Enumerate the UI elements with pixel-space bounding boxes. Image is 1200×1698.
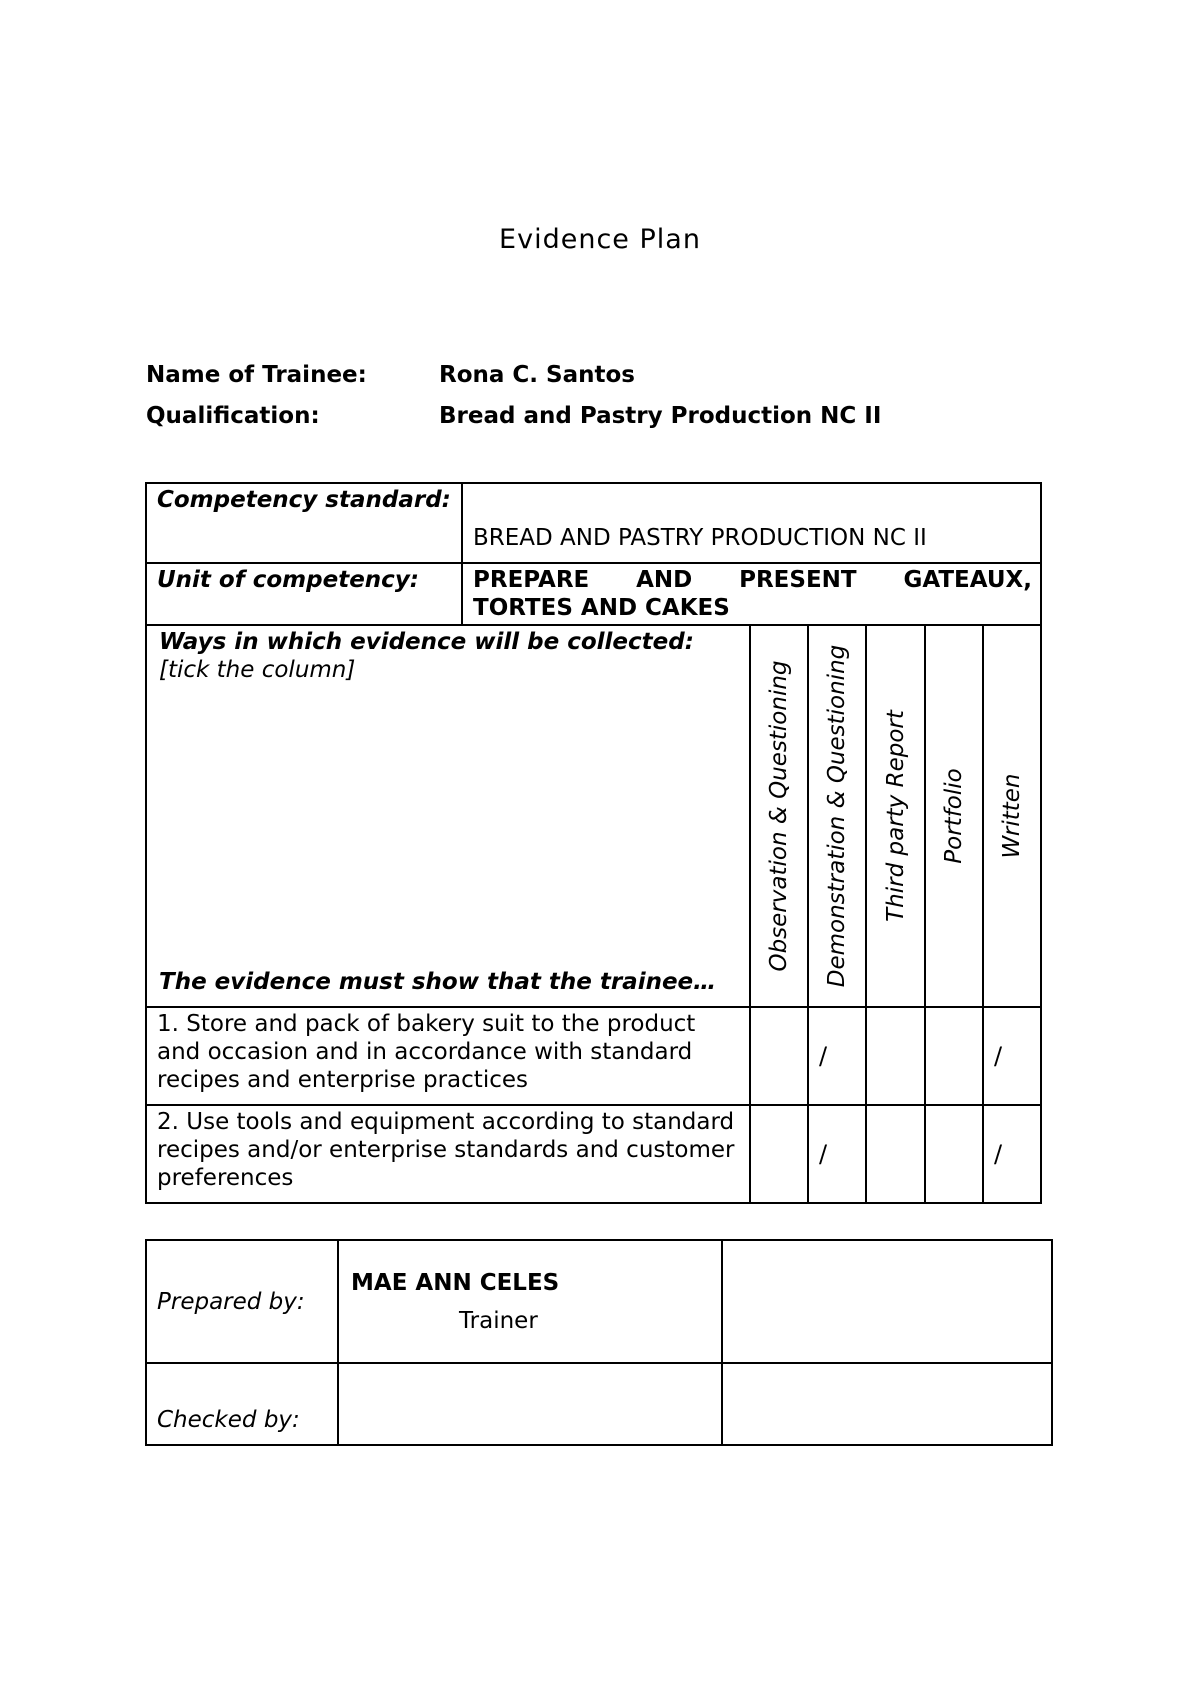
tick-cell[interactable]: / <box>808 1105 866 1203</box>
method-column-demonstration <box>808 625 866 1007</box>
methods-footer: The evidence must show that the trainee… <box>159 969 717 995</box>
method-label-demonstration: Demonstration & Questioning <box>824 644 850 988</box>
tick-cell[interactable] <box>925 1105 983 1203</box>
trainee-name-value: Rona C. Santos <box>439 362 635 388</box>
competency-standard-value: BREAD AND PASTRY PRODUCTION NC II <box>462 483 1041 563</box>
prepared-by-cell <box>338 1240 722 1363</box>
method-label-written: Written <box>999 773 1025 859</box>
methods-description-cell <box>146 625 750 1007</box>
checked-by-signature[interactable] <box>722 1363 1052 1445</box>
checked-by-name[interactable] <box>338 1363 722 1445</box>
tick-cell[interactable] <box>750 1105 808 1203</box>
qualification-label: Qualification: <box>146 403 320 429</box>
unit-of-competency-label: Unit of competency: <box>146 563 462 625</box>
table-row <box>146 1105 1041 1203</box>
trainee-name-label: Name of Trainee: <box>146 362 367 388</box>
unit-value-line-1: PREPARE AND PRESENT GATEAUX, <box>473 567 1032 593</box>
methods-instruction: [tick the column] <box>159 657 356 683</box>
method-label-observation: Observation & Questioning <box>766 660 792 972</box>
prepared-by-role: Trainer <box>459 1307 538 1334</box>
page-title: Evidence Plan <box>499 224 701 255</box>
tick-cell[interactable] <box>925 1007 983 1105</box>
qualification-value: Bread and Pastry Production NC II <box>439 403 882 429</box>
criterion-text: 1. Store and pack of bakery suit to the product and occasion and in accordance with standard recipes and enterprise practices <box>146 1007 750 1105</box>
tick-cell[interactable]: / <box>983 1007 1041 1105</box>
prepared-by-signature[interactable] <box>722 1240 1052 1363</box>
signoff-table <box>145 1239 1053 1446</box>
tick-cell[interactable] <box>866 1105 925 1203</box>
unit-value-line-2: TORTES AND CAKES <box>473 595 730 621</box>
methods-heading: Ways in which evidence will be collected: <box>159 629 694 655</box>
prepared-by-label: Prepared by: <box>146 1240 338 1363</box>
tick-cell[interactable]: / <box>983 1105 1041 1203</box>
unit-of-competency-value <box>462 563 1041 625</box>
table-row <box>146 1007 1041 1105</box>
method-column-portfolio <box>925 625 983 1007</box>
tick-cell[interactable] <box>750 1007 808 1105</box>
method-column-third-party <box>866 625 925 1007</box>
method-column-written <box>983 625 1041 1007</box>
tick-cell[interactable]: / <box>808 1007 866 1105</box>
evidence-plan-table <box>145 482 1042 1204</box>
method-label-portfolio: Portfolio <box>941 768 967 864</box>
competency-standard-label: Competency standard: <box>146 483 462 563</box>
criterion-text: 2. Use tools and equipment according to standard recipes and/or enterprise standards and customer preferences <box>146 1105 750 1203</box>
method-label-third-party: Third party Report <box>882 710 909 922</box>
method-column-observation <box>750 625 808 1007</box>
checked-by-label: Checked by: <box>146 1363 338 1445</box>
tick-cell[interactable] <box>866 1007 925 1105</box>
prepared-by-name: MAE ANN CELES <box>351 1269 560 1296</box>
